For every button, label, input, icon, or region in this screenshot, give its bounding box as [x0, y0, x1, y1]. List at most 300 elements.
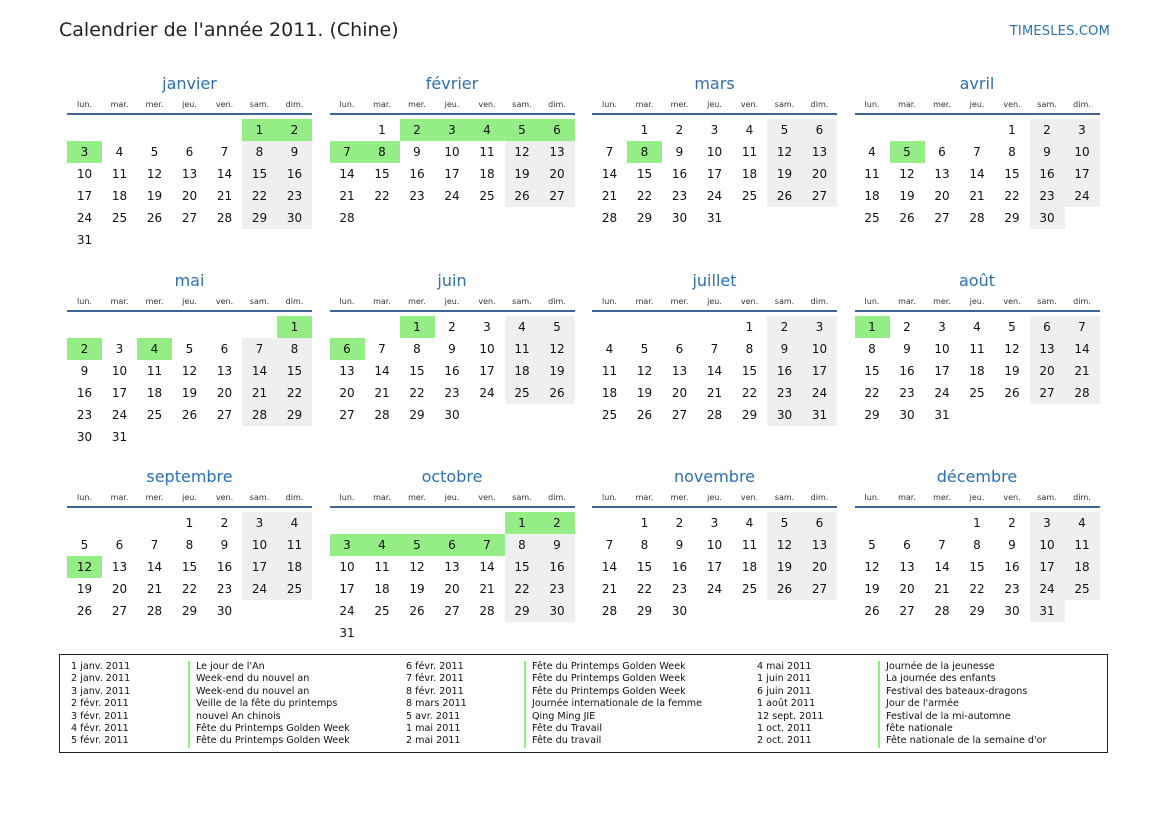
- weekday-label: ven.: [215, 493, 234, 502]
- day-cell: 4: [868, 145, 876, 159]
- day-cell: 27: [216, 407, 233, 422]
- day-cell: 28: [479, 604, 495, 618]
- days-grid: [592, 512, 837, 622]
- holiday-day-cell: 1: [855, 316, 890, 338]
- day-cell: 18: [146, 385, 163, 400]
- weekday-label: mer.: [933, 493, 951, 502]
- day-cell: 9: [1008, 538, 1016, 552]
- weekday-label: jeu.: [182, 296, 197, 306]
- day-cell: 16: [409, 167, 425, 181]
- day-cell: 21: [374, 385, 390, 400]
- month-name: juillet: [692, 270, 737, 290]
- day-cell: 22: [636, 582, 653, 596]
- holiday-date: 5 févr. 2011: [71, 735, 129, 747]
- day-cell: 7: [378, 341, 386, 356]
- day-cell: 27: [671, 407, 688, 422]
- day-cell: 18: [505, 360, 540, 382]
- day-cell: 10: [242, 534, 277, 556]
- weekday-header: [67, 294, 312, 312]
- holiday-name: Week-end du nouvel an: [196, 673, 310, 685]
- month-block: [67, 71, 312, 268]
- day-cell: 3: [1065, 119, 1100, 141]
- day-cell: 17: [111, 385, 128, 400]
- weekday-label: dim.: [285, 100, 304, 109]
- day-cell: 1: [1008, 123, 1016, 137]
- day-cell: 19: [767, 163, 802, 185]
- month-block: [330, 71, 575, 268]
- day-cell: 18: [1065, 556, 1100, 578]
- day-cell: 19: [409, 582, 425, 596]
- day-cell: 7: [150, 538, 159, 552]
- empty-cell: [592, 512, 627, 534]
- weekday-label: mer.: [145, 493, 164, 502]
- day-cell: 27: [802, 185, 837, 207]
- day-cell: 23: [76, 407, 93, 422]
- day-cell: 23: [1004, 582, 1020, 596]
- weekday-label: mer.: [670, 296, 689, 306]
- weekday-header: [67, 490, 312, 508]
- day-cell: 29: [409, 407, 425, 422]
- month-block: [855, 268, 1100, 465]
- holiday-names-col-3: [878, 661, 1046, 748]
- day-cell: 5: [80, 538, 89, 552]
- day-cell: 16: [76, 385, 93, 400]
- weekday-label: sam.: [249, 493, 270, 502]
- day-cell: 14: [969, 167, 985, 181]
- day-cell: 14: [339, 167, 355, 181]
- weekday-label: lun.: [864, 100, 880, 109]
- holiday-name: Fête du Printemps Golden Week: [532, 685, 686, 697]
- day-cell: 18: [277, 556, 312, 578]
- holiday-name: Veille de la fête du printemps: [196, 698, 338, 710]
- day-cell: 23: [899, 385, 915, 400]
- days-grid: [67, 512, 312, 622]
- day-cell: 21: [601, 582, 618, 596]
- day-cell: 9: [675, 145, 684, 159]
- day-cell: 19: [767, 556, 802, 578]
- day-cell: 9: [540, 534, 575, 556]
- empty-cell: [67, 512, 102, 534]
- day-cell: 30: [277, 207, 312, 229]
- day-cell: 25: [969, 385, 985, 400]
- weekday-label: jeu.: [444, 100, 460, 109]
- holiday-name: Le jour de l'An: [196, 661, 265, 672]
- days-grid: [592, 316, 837, 426]
- day-cell: 26: [540, 382, 575, 404]
- day-cell: 20: [802, 163, 837, 185]
- weekday-label: jeu.: [707, 100, 722, 109]
- day-cell: 28: [146, 604, 163, 618]
- day-cell: 31: [706, 211, 723, 225]
- day-cell: 7: [605, 145, 614, 159]
- weekday-label: jeu.: [969, 493, 985, 502]
- day-cell: 20: [671, 385, 688, 400]
- day-cell: 25: [505, 382, 540, 404]
- day-cell: 31: [934, 407, 950, 422]
- holiday-day-cell: 5: [505, 119, 540, 141]
- day-cell: 27: [802, 578, 837, 600]
- day-cell: 9: [675, 538, 684, 552]
- weekday-label: dim.: [1073, 296, 1091, 306]
- day-cell: 9: [413, 145, 421, 159]
- holiday-date: 1 mai 2011: [406, 722, 461, 734]
- day-cell: 10: [934, 341, 950, 356]
- holiday-day-cell: 6: [330, 338, 365, 360]
- month-block: [855, 71, 1100, 268]
- day-cell: 13: [802, 534, 837, 556]
- weekday-header: [592, 490, 837, 508]
- day-cell: 17: [444, 167, 460, 181]
- day-cell: 27: [934, 211, 950, 225]
- weekday-label: mer.: [933, 296, 951, 306]
- day-cell: 2: [448, 319, 456, 334]
- day-cell: 18: [741, 560, 758, 574]
- day-cell: 19: [864, 582, 880, 596]
- empty-cell: [207, 316, 242, 338]
- weekday-label: sam.: [1037, 493, 1057, 502]
- day-cell: 15: [277, 360, 312, 382]
- day-cell: 14: [242, 360, 277, 382]
- weekday-label: dim.: [810, 100, 829, 109]
- holiday-date: 8 févr. 2011: [406, 685, 464, 697]
- day-cell: 9: [448, 341, 456, 356]
- day-cell: 18: [111, 189, 128, 203]
- holiday-date: 3 févr. 2011: [71, 710, 129, 722]
- weekday-header: [855, 490, 1100, 508]
- weekday-label: jeu.: [182, 493, 197, 502]
- day-cell: 24: [934, 385, 950, 400]
- day-cell: 10: [1030, 534, 1065, 556]
- day-cell: 26: [181, 407, 198, 422]
- month-block: [330, 268, 575, 465]
- holiday-date: 7 févr. 2011: [406, 673, 464, 685]
- day-cell: 23: [444, 385, 460, 400]
- weekday-label: lun.: [602, 100, 617, 109]
- day-cell: 26: [146, 211, 163, 225]
- day-cell: 8: [745, 341, 754, 356]
- holiday-date: 8 mars 2011: [406, 698, 467, 710]
- day-cell: 26: [409, 604, 425, 618]
- weekday-label: sam.: [512, 296, 532, 306]
- day-cell: 15: [864, 363, 880, 378]
- day-cell: 9: [767, 338, 802, 360]
- weekday-label: mar.: [373, 100, 391, 109]
- day-cell: 28: [339, 211, 355, 225]
- day-cell: 15: [374, 167, 390, 181]
- day-cell: 30: [540, 600, 575, 622]
- day-cell: 4: [745, 123, 754, 137]
- day-cell: 28: [706, 407, 723, 422]
- day-cell: 30: [76, 429, 93, 444]
- weekday-label: mar.: [898, 100, 916, 109]
- day-cell: 30: [1030, 207, 1065, 229]
- holiday-day-cell: 12: [67, 556, 102, 578]
- day-cell: 30: [444, 407, 460, 422]
- day-cell: 13: [111, 560, 128, 574]
- day-cell: 16: [277, 163, 312, 185]
- empty-cell: [67, 316, 102, 338]
- holiday-day-cell: 4: [137, 338, 172, 360]
- day-cell: 2: [675, 516, 684, 530]
- weekday-header: [855, 294, 1100, 312]
- day-cell: 12: [146, 167, 163, 181]
- holiday-date: 1 juin 2011: [757, 673, 812, 685]
- empty-cell: [365, 512, 400, 534]
- day-cell: 30: [671, 211, 688, 225]
- day-cell: 5: [767, 119, 802, 141]
- weekday-label: lun.: [602, 296, 617, 306]
- days-grid: [67, 119, 312, 251]
- day-cell: 12: [767, 141, 802, 163]
- weekday-label: mar.: [898, 493, 916, 502]
- day-cell: 8: [242, 141, 277, 163]
- day-cell: 24: [1065, 185, 1100, 207]
- weekday-label: ven.: [1003, 493, 1021, 502]
- day-cell: 25: [741, 189, 758, 203]
- day-cell: 10: [479, 341, 495, 356]
- empty-cell: [102, 119, 137, 141]
- day-cell: 13: [802, 141, 837, 163]
- day-cell: 16: [444, 363, 460, 378]
- holiday-names-col-2: [524, 661, 702, 748]
- day-cell: 23: [216, 582, 233, 596]
- day-cell: 27: [339, 407, 355, 422]
- day-cell: 22: [374, 189, 390, 203]
- day-cell: 19: [181, 385, 198, 400]
- day-cell: 4: [115, 145, 124, 159]
- day-cell: 23: [1030, 185, 1065, 207]
- holiday-name: Fête du Printemps Golden Week: [196, 735, 350, 747]
- day-cell: 15: [409, 363, 425, 378]
- day-cell: 14: [601, 167, 618, 181]
- day-cell: 24: [479, 385, 495, 400]
- empty-cell: [172, 119, 207, 141]
- day-cell: 12: [636, 363, 653, 378]
- month-name: avril: [959, 74, 995, 93]
- day-cell: 11: [374, 560, 390, 574]
- day-cell: 26: [76, 604, 93, 618]
- day-cell: 25: [601, 407, 618, 422]
- weekday-header: [855, 97, 1100, 115]
- day-cell: 15: [636, 560, 653, 574]
- page-title: Calendrier de l'année 2011. (Chine): [59, 19, 399, 41]
- holiday-name: Fête du Printemps Golden Week: [532, 661, 686, 672]
- day-cell: 7: [220, 145, 229, 159]
- day-cell: 29: [636, 604, 653, 618]
- day-cell: 27: [540, 185, 575, 207]
- day-cell: 24: [339, 604, 355, 618]
- day-cell: 27: [111, 604, 128, 618]
- day-cell: 26: [767, 185, 802, 207]
- day-cell: 21: [146, 582, 163, 596]
- day-cell: 8: [868, 341, 876, 356]
- empty-cell: [855, 512, 890, 534]
- day-cell: 21: [339, 189, 355, 203]
- day-cell: 2: [1008, 516, 1016, 530]
- day-cell: 7: [1065, 316, 1100, 338]
- weekday-header: [330, 490, 575, 508]
- day-cell: 19: [146, 189, 163, 203]
- holiday-name: Journée internationale de la femme: [532, 698, 703, 710]
- day-cell: 13: [540, 141, 575, 163]
- day-cell: 15: [636, 167, 653, 181]
- day-cell: 10: [802, 338, 837, 360]
- day-cell: 16: [671, 560, 688, 574]
- holiday-day-cell: 2: [540, 512, 575, 534]
- weekday-label: mar.: [110, 296, 129, 306]
- weekday-label: lun.: [339, 493, 355, 502]
- day-cell: 23: [671, 189, 688, 203]
- day-cell: 22: [969, 582, 985, 596]
- holiday-day-cell: 3: [435, 119, 470, 141]
- day-cell: 16: [1030, 163, 1065, 185]
- day-cell: 29: [181, 604, 198, 618]
- weekday-label: ven.: [740, 100, 759, 109]
- day-cell: 10: [706, 538, 723, 552]
- day-cell: 14: [601, 560, 618, 574]
- day-cell: 19: [540, 360, 575, 382]
- day-cell: 14: [479, 560, 495, 574]
- day-cell: 25: [741, 582, 758, 596]
- day-cell: 22: [636, 189, 653, 203]
- empty-cell: [242, 316, 277, 338]
- day-cell: 29: [505, 600, 540, 622]
- holiday-name: Jour de l'armée: [886, 698, 959, 710]
- day-cell: 2: [220, 516, 229, 530]
- weekday-label: dim.: [1073, 100, 1091, 109]
- day-cell: 22: [277, 382, 312, 404]
- empty-cell: [365, 316, 400, 338]
- empty-cell: [592, 316, 627, 338]
- day-cell: 30: [1004, 604, 1020, 618]
- day-cell: 4: [277, 512, 312, 534]
- day-cell: 18: [601, 385, 618, 400]
- day-cell: 10: [76, 167, 93, 181]
- day-cell: 14: [934, 560, 950, 574]
- day-cell: 20: [111, 582, 128, 596]
- day-cell: 11: [505, 338, 540, 360]
- day-cell: 13: [671, 363, 688, 378]
- day-cell: 6: [802, 119, 837, 141]
- weekday-label: dim.: [548, 296, 566, 306]
- weekday-label: mer.: [670, 493, 689, 502]
- holiday-day-cell: 4: [365, 534, 400, 556]
- day-cell: 16: [540, 556, 575, 578]
- weekday-label: mar.: [110, 493, 129, 502]
- day-cell: 7: [938, 538, 946, 552]
- days-grid: [592, 119, 837, 229]
- weekday-label: lun.: [339, 100, 355, 109]
- empty-cell: [400, 512, 435, 534]
- holiday-date: 6 juin 2011: [757, 685, 812, 697]
- day-cell: 27: [444, 604, 460, 618]
- empty-cell: [925, 512, 960, 534]
- weekday-label: sam.: [1037, 100, 1057, 109]
- days-grid: [855, 119, 1100, 229]
- day-cell: 11: [969, 341, 985, 356]
- day-cell: 21: [242, 382, 277, 404]
- day-cell: 28: [969, 211, 985, 225]
- day-cell: 16: [671, 167, 688, 181]
- weekday-header: [67, 97, 312, 115]
- days-grid: [67, 316, 312, 448]
- weekday-label: ven.: [1003, 100, 1021, 109]
- holiday-date: 4 févr. 2011: [71, 722, 129, 734]
- day-cell: 18: [969, 363, 985, 378]
- holiday-day-cell: 8: [627, 141, 662, 163]
- day-cell: 11: [741, 538, 758, 552]
- month-name: décembre: [936, 467, 1018, 486]
- day-cell: 29: [741, 407, 758, 422]
- day-cell: 6: [802, 512, 837, 534]
- weekday-label: ven.: [740, 296, 759, 306]
- holiday-date: 2 janv. 2011: [71, 673, 131, 685]
- day-cell: 11: [479, 145, 495, 159]
- day-cell: 24: [802, 382, 837, 404]
- day-cell: 16: [899, 363, 915, 378]
- day-cell: 20: [339, 385, 355, 400]
- day-cell: 8: [413, 341, 421, 356]
- day-cell: 27: [899, 604, 915, 618]
- weekday-label: mar.: [110, 100, 129, 109]
- day-cell: 31: [111, 429, 128, 444]
- day-cell: 11: [146, 363, 163, 378]
- weekday-label: ven.: [215, 296, 234, 306]
- weekday-label: lun.: [339, 296, 355, 306]
- month-name: janvier: [162, 74, 217, 93]
- days-grid: [855, 316, 1100, 426]
- day-cell: 4: [1065, 512, 1100, 534]
- day-cell: 22: [864, 385, 880, 400]
- day-cell: 18: [864, 189, 880, 203]
- day-cell: 25: [1065, 578, 1100, 600]
- day-cell: 31: [802, 404, 837, 426]
- day-cell: 24: [76, 211, 93, 225]
- day-cell: 13: [1030, 338, 1065, 360]
- day-cell: 4: [505, 316, 540, 338]
- day-cell: 13: [339, 363, 355, 378]
- empty-cell: [925, 119, 960, 141]
- day-cell: 19: [76, 582, 93, 596]
- day-cell: 28: [601, 604, 618, 618]
- day-cell: 30: [216, 604, 233, 618]
- day-cell: 24: [444, 189, 460, 203]
- month-block: [855, 464, 1100, 661]
- day-cell: 7: [973, 145, 981, 159]
- day-cell: 20: [181, 189, 198, 203]
- month-block: [592, 71, 837, 268]
- day-cell: 9: [220, 538, 229, 552]
- day-cell: 3: [710, 516, 719, 530]
- month-block: [592, 268, 837, 465]
- day-cell: 15: [1004, 167, 1020, 181]
- holiday-date: 3 janv. 2011: [71, 685, 131, 697]
- day-cell: 20: [802, 556, 837, 578]
- weekday-header: [592, 294, 837, 312]
- holiday-day-cell: 1: [277, 316, 312, 338]
- day-cell: 24: [111, 407, 128, 422]
- day-cell: 10: [706, 145, 723, 159]
- site-link[interactable]: TIMESLES.COM: [1009, 24, 1110, 39]
- day-cell: 15: [969, 560, 985, 574]
- holiday-name: La journée des enfants: [886, 673, 996, 685]
- month-name: novembre: [673, 467, 756, 486]
- holiday-name: Fête nationale de la semaine d'or: [886, 735, 1047, 747]
- day-cell: 5: [540, 316, 575, 338]
- day-cell: 1: [640, 516, 649, 530]
- day-cell: 28: [1065, 382, 1100, 404]
- day-cell: 26: [767, 578, 802, 600]
